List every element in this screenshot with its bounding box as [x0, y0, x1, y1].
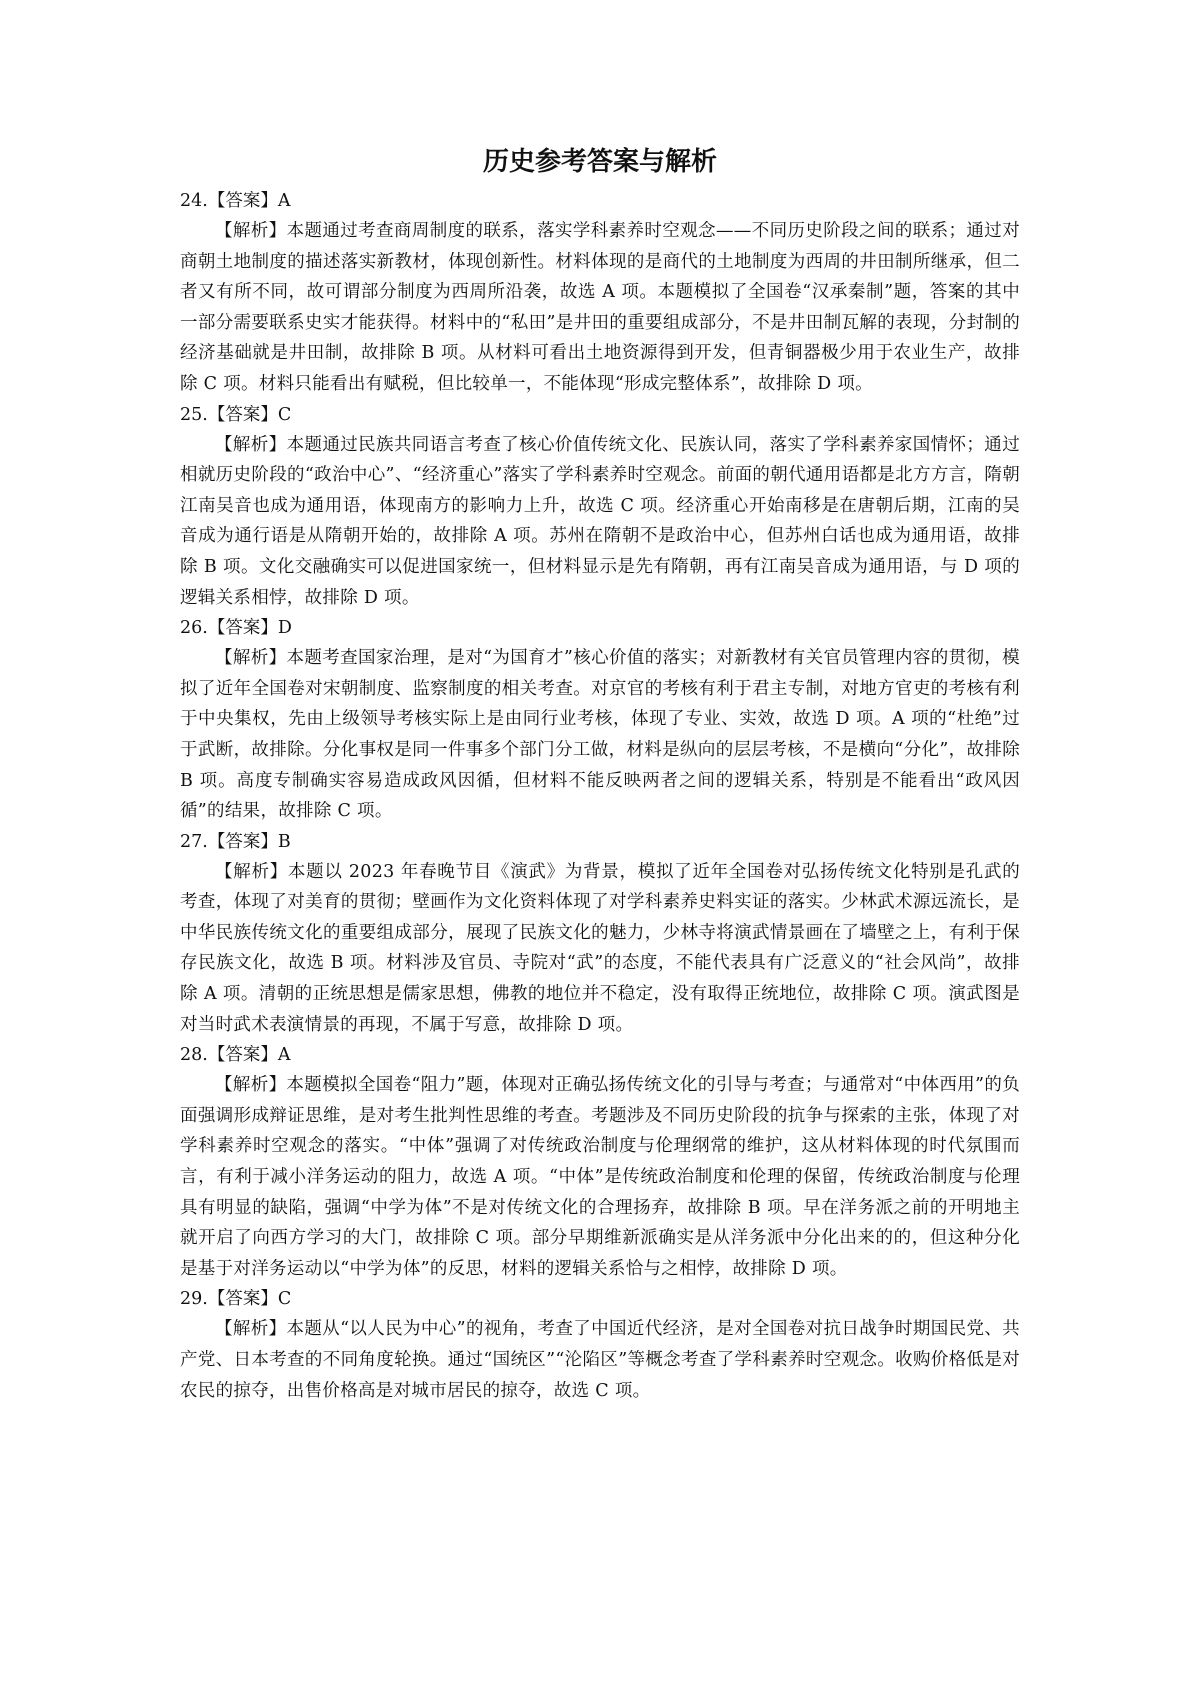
page-title: 历史参考答案与解析 — [482, 147, 717, 177]
question-26 — [180, 613, 1020, 827]
question-29 — [180, 1284, 1020, 1406]
analysis-text: 【解析】本题以 2023 年春晚节目《演武》为背景，模拟了近年全国卷对弘扬传统文化特别是孔武的考查，体现了对美育的贯彻；壁画作为文化资料体现了对学科素养史料实证的落实。少林武术源远流长，是中华民族传统文化的重要组成部分，展现了民族文化的魅力，少林寺将演武情景画在了墙壁之上，有利于保存民族文化，故选 B 项。材料涉及官员、寺院对“武”的态度，不能代表具有广泛意义的“社会风尚”，故排除 A 项。清朝的正统思想是儒家思想，佛教的地位并不稳定，没有取得正统地位，故排除 C 项。演武图是对当时武术表演情景的再现，不属于写意，故排除 D 项。 — [180, 861, 1020, 1035]
answer-header: 26.【答案】D — [180, 618, 292, 639]
answer-header: 25.【答案】C — [180, 404, 292, 425]
answer-header: 24.【答案】A — [180, 191, 291, 211]
analysis-text: 【解析】本题通过民族共同语言考查了核心价值传统文化、民族认同，落实了学科素养家国情怀；通过相就历史阶段的“政治中心”、“经济重心”落实了学科素养时空观念。前面的朝代通用语都是北方方言，隋朝江南吴音也成为通用语，体现南方的影响力上升，故选 C 项。经济重心开始南移是在唐朝后期，江南的吴音成为通行语是从隋朝开始的，故排除 A 项。苏州在隋朝不是政治中心，但苏州白话也成为通用语，故排除 B 项。文化交融确实可以促进国家统一，但材料显示是先有隋朝，再有江南吴音成为通用语，与 D 项的逻辑关系相悖，故排除 D 项。 — [180, 434, 1020, 608]
answer-document — [180, 140, 1020, 1406]
answer-header: 29.【答案】C — [180, 1289, 292, 1310]
question-28 — [180, 1040, 1020, 1284]
question-24 — [180, 186, 1020, 400]
answer-header: 28.【答案】A — [180, 1045, 291, 1066]
analysis-text: 【解析】本题考查国家治理，是对“为国育才”核心价值的落实；对新教材有关官员管理内容的贯彻，模拟了近年全国卷对宋朝制度、监察制度的相关考查。对京官的考核有利于君主专制，对地方官吏的考核有利于中央集权，先由上级领导考核实际上是由同行业考核，体现了专业、实效，故选 D 项。A 项的“杜绝”过于武断，故排除。分化事权是同一件事多个部门分工做，材料是纵向的层层考核，不是横向“分化”，故排除 B 项。高度专制确实容易造成政风因循，但材料不能反映两者之间的逻辑关系，特别是不能看出“政风因循”的结果，故排除 C 项。 — [180, 648, 1020, 822]
question-27 — [180, 827, 1020, 1041]
question-25 — [180, 400, 1020, 614]
analysis-text: 【解析】本题从“以人民为中心”的视角，考查了中国近代经济，是对全国卷对抗日战争时期国民党、共产党、日本考查的不同角度轮换。通过“国统区”“沦陷区”等概念考查了学科素养时空观念。收购价格低是对农民的掠夺，出售价格高是对城市居民的掠夺，故选 C 项。 — [180, 1319, 1020, 1401]
analysis-text: 【解析】本题模拟全国卷“阻力”题，体现对正确弘扬传统文化的引导与考查；与通常对“中体西用”的负面强调形成辩证思维，是对考生批判性思维的考查。考题涉及不同历史阶段的抗争与探索的主张，体现了对学科素养时空观念的落实。“中体”强调了对传统政治制度与伦理纲常的维护，这从材料体现的时代氛围而言，有利于减小洋务运动的阻力，故选 A 项。“中体”是传统政治制度和伦理的保留，传统政治制度与伦理具有明显的缺陷，强调“中学为体”不是对传统文化的合理扬弃，故排除 B 项。早在洋务派之前的开明地主就开启了向西方学习的大门，故排除 C 项。部分早期维新派确实是从洋务派中分化出来的的，但这种分化是基于对洋务运动以“中学为体”的反思，材料的逻辑关系恰与之相悖，故排除 D 项。 — [180, 1075, 1020, 1279]
answer-header: 27.【答案】B — [180, 831, 291, 852]
analysis-text: 【解析】本题通过考查商周制度的联系，落实学科素养时空观念——不同历史阶段之间的联系；通过对商朝土地制度的描述落实新教材，体现创新性。材料体现的是商代的土地制度为西周的井田制所继承，但二者又有所不同，故可谓部分制度为西周所沿袭，故选 A 项。本题模拟了全国卷“汉承秦制”题，答案的其中一部分需要联系史实才能获得。材料中的“私田”是井田的重要组成部分，不是井田制瓦解的表现，分封制的经济基础就是井田制，故排除 B 项。从材料可看出土地资源得到开发，但青铜器极少用于农业生产，故排除 C 项。材料只能看出有赋税，但比较单一，不能体现“形成完整体系”，故排除 D 项。 — [180, 221, 1020, 394]
